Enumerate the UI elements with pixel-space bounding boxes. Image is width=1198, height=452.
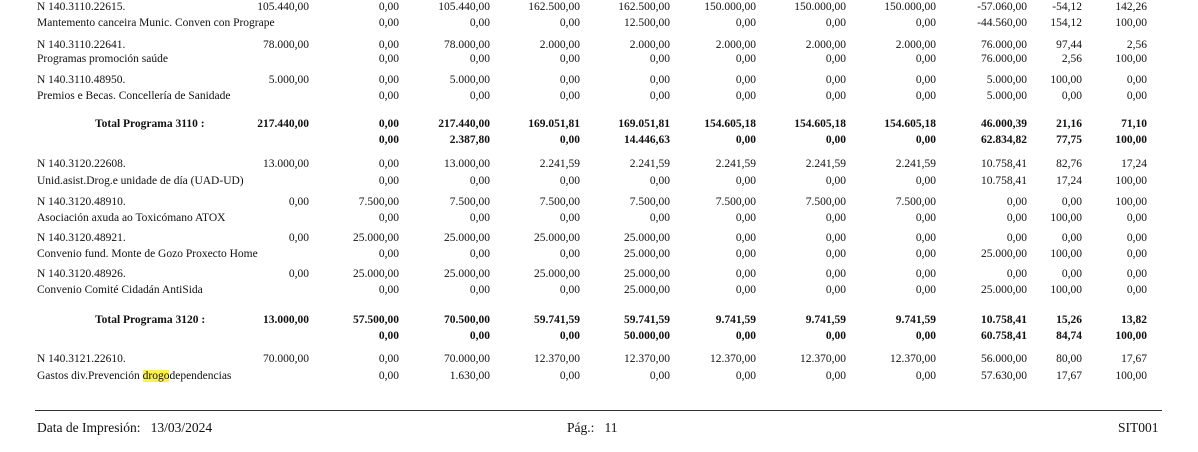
amount-cell: 25.000,00 bbox=[981, 248, 1027, 260]
table-row-line2 bbox=[0, 369, 1198, 384]
amount-cell: 0,00 bbox=[915, 74, 936, 86]
amount-cell: 0,00 bbox=[915, 284, 936, 296]
total-row-line2 bbox=[0, 329, 1198, 344]
table-row-line2 bbox=[0, 211, 1198, 226]
amount-cell: 5.000,00 bbox=[449, 74, 490, 86]
amount-cell: 0,00 bbox=[1006, 212, 1027, 224]
amount-cell: -44.560,00 bbox=[977, 17, 1027, 29]
amount-cell: 2.000,00 bbox=[805, 39, 846, 51]
amount-cell: 59.741,59 bbox=[624, 314, 670, 326]
account-code: N 140.3120.48910. bbox=[37, 196, 126, 208]
amount-cell: 25.000,00 bbox=[444, 268, 490, 280]
amount-cell: 10.758,41 bbox=[981, 314, 1027, 326]
amount-cell: 25.000,00 bbox=[534, 232, 580, 244]
amount-cell: 0,00 bbox=[649, 212, 670, 224]
amount-cell: 5.000,00 bbox=[986, 74, 1027, 86]
amount-cell: 2.000,00 bbox=[895, 39, 936, 51]
amount-cell: 7.500,00 bbox=[715, 196, 756, 208]
amount-cell: 0,00 bbox=[825, 134, 846, 146]
amount-cell: 2.241,59 bbox=[715, 158, 756, 170]
amount-cell: 12.500,00 bbox=[624, 17, 670, 29]
amount-cell: 0,00 bbox=[735, 74, 756, 86]
amount-cell: 10.758,41 bbox=[981, 175, 1027, 187]
amount-cell: 17,24 bbox=[1056, 175, 1082, 187]
amount-cell: 46.000,39 bbox=[981, 118, 1027, 130]
amount-cell: 217.440,00 bbox=[257, 118, 309, 130]
print-date-value: 13/03/2024 bbox=[150, 420, 213, 435]
amount-cell: 0,00 bbox=[378, 284, 399, 296]
amount-cell: 2.000,00 bbox=[539, 39, 580, 51]
amount-cell: 0,00 bbox=[559, 17, 580, 29]
page-number: 11 bbox=[604, 420, 618, 435]
amount-cell: 0,00 bbox=[735, 268, 756, 280]
amount-cell: 7.500,00 bbox=[539, 196, 580, 208]
amount-cell: 0,00 bbox=[735, 53, 756, 65]
table-row-line1 bbox=[0, 231, 1198, 246]
amount-cell: 0,00 bbox=[288, 232, 309, 244]
amount-cell: 2.241,59 bbox=[629, 158, 670, 170]
table-row-line1 bbox=[0, 38, 1198, 53]
item-description: Programas promoción saúde bbox=[37, 53, 168, 65]
amount-cell: 2.241,59 bbox=[539, 158, 580, 170]
amount-cell: 0,00 bbox=[469, 53, 490, 65]
amount-cell: 0,00 bbox=[378, 17, 399, 29]
amount-cell: 0,00 bbox=[1126, 232, 1147, 244]
amount-cell: 0,00 bbox=[825, 330, 846, 342]
amount-cell: 0,00 bbox=[735, 175, 756, 187]
amount-cell: 100,00 bbox=[1115, 175, 1147, 187]
table-row-line1 bbox=[0, 267, 1198, 282]
amount-cell: 0,00 bbox=[378, 175, 399, 187]
amount-cell: 100,00 bbox=[1115, 134, 1147, 146]
amount-cell: 0,00 bbox=[735, 284, 756, 296]
amount-cell: 0,00 bbox=[559, 330, 580, 342]
amount-cell: 169.051,81 bbox=[618, 118, 670, 130]
table-row-line2 bbox=[0, 247, 1198, 262]
amount-cell: 2.000,00 bbox=[715, 39, 756, 51]
amount-cell: 0,00 bbox=[915, 134, 936, 146]
amount-cell: 0,00 bbox=[825, 17, 846, 29]
amount-cell: 0,00 bbox=[825, 212, 846, 224]
account-code: N 140.3110.22615. bbox=[37, 1, 126, 13]
amount-cell: 154.605,18 bbox=[704, 118, 756, 130]
amount-cell: 0,00 bbox=[735, 232, 756, 244]
amount-cell: 0,00 bbox=[469, 212, 490, 224]
item-description: Unid.asist.Drog.e unidade de día (UAD-UD) bbox=[37, 175, 244, 187]
amount-cell: 12.370,00 bbox=[800, 353, 846, 365]
account-code: N 140.3120.48921. bbox=[37, 232, 126, 244]
amount-cell: 17,24 bbox=[1121, 158, 1147, 170]
total-row-line2 bbox=[0, 133, 1198, 148]
amount-cell: 0,00 bbox=[288, 196, 309, 208]
amount-cell: 0,00 bbox=[735, 248, 756, 260]
amount-cell: 77,75 bbox=[1056, 134, 1082, 146]
amount-cell: 0,00 bbox=[378, 53, 399, 65]
amount-cell: 0,00 bbox=[825, 74, 846, 86]
amount-cell: 0,00 bbox=[288, 268, 309, 280]
amount-cell: 10.758,41 bbox=[981, 158, 1027, 170]
amount-cell: 2.387,80 bbox=[449, 134, 490, 146]
amount-cell: 0,00 bbox=[915, 17, 936, 29]
amount-cell: 57.500,00 bbox=[353, 314, 399, 326]
amount-cell: 100,00 bbox=[1115, 53, 1147, 65]
amount-cell: 0,00 bbox=[825, 248, 846, 260]
amount-cell: 15,26 bbox=[1056, 314, 1082, 326]
amount-cell: 0,00 bbox=[559, 284, 580, 296]
amount-cell: 12.370,00 bbox=[710, 353, 756, 365]
item-description: Premios e Becas. Concellería de Sanidade bbox=[37, 90, 231, 102]
amount-cell: 0,00 bbox=[378, 39, 399, 51]
amount-cell: 25.000,00 bbox=[624, 232, 670, 244]
table-row-line1 bbox=[0, 352, 1198, 367]
amount-cell: 0,00 bbox=[735, 330, 756, 342]
highlighted-term: drogo bbox=[142, 370, 170, 382]
amount-cell: 2.241,59 bbox=[805, 158, 846, 170]
amount-cell: 162.500,00 bbox=[528, 1, 580, 13]
amount-cell: 2.241,59 bbox=[895, 158, 936, 170]
amount-cell: 0,00 bbox=[735, 90, 756, 102]
print-date-block bbox=[37, 420, 212, 436]
amount-cell: 0,00 bbox=[469, 175, 490, 187]
amount-cell: 154,12 bbox=[1050, 17, 1082, 29]
amount-cell: 25.000,00 bbox=[624, 268, 670, 280]
amount-cell: 70.500,00 bbox=[444, 314, 490, 326]
page-label: Pág.: bbox=[567, 420, 595, 435]
amount-cell: -57.060,00 bbox=[977, 1, 1027, 13]
amount-cell: 0,00 bbox=[1126, 284, 1147, 296]
amount-cell: 0,00 bbox=[1006, 232, 1027, 244]
amount-cell: 62.834,82 bbox=[981, 134, 1027, 146]
print-date-label: Data de Impresión: bbox=[37, 420, 141, 435]
amount-cell: 7.500,00 bbox=[358, 196, 399, 208]
amount-cell: 17,67 bbox=[1056, 370, 1082, 382]
amount-cell: 0,00 bbox=[915, 330, 936, 342]
amount-cell: 0,00 bbox=[559, 175, 580, 187]
amount-cell: 9.741,59 bbox=[805, 314, 846, 326]
amount-cell: 56.000,00 bbox=[981, 353, 1027, 365]
amount-cell: 0,00 bbox=[825, 90, 846, 102]
account-code: N 140.3121.22610. bbox=[37, 353, 126, 365]
amount-cell: 9.741,59 bbox=[895, 314, 936, 326]
amount-cell: 9.741,59 bbox=[715, 314, 756, 326]
amount-cell: 105.440,00 bbox=[438, 1, 490, 13]
amount-cell: 0,00 bbox=[915, 248, 936, 260]
amount-cell: 150.000,00 bbox=[884, 1, 936, 13]
amount-cell: 97,44 bbox=[1056, 39, 1082, 51]
table-row-line1 bbox=[0, 157, 1198, 172]
amount-cell: 0,00 bbox=[378, 248, 399, 260]
amount-cell: 7.500,00 bbox=[449, 196, 490, 208]
amount-cell: 0,00 bbox=[735, 212, 756, 224]
amount-cell: 0,00 bbox=[915, 53, 936, 65]
amount-cell: 13.000,00 bbox=[263, 158, 309, 170]
amount-cell: 150.000,00 bbox=[704, 1, 756, 13]
amount-cell: 13,82 bbox=[1121, 314, 1147, 326]
amount-cell: 0,00 bbox=[649, 90, 670, 102]
amount-cell: 76.000,00 bbox=[981, 39, 1027, 51]
amount-cell: 105.440,00 bbox=[257, 1, 309, 13]
table-row-line2 bbox=[0, 52, 1198, 67]
table-row-line2 bbox=[0, 283, 1198, 298]
amount-cell: 0,00 bbox=[1006, 196, 1027, 208]
amount-cell: 2.000,00 bbox=[629, 39, 670, 51]
amount-cell: 169.051,81 bbox=[528, 118, 580, 130]
amount-cell: 0,00 bbox=[915, 232, 936, 244]
item-description bbox=[37, 369, 231, 384]
amount-cell: 0,00 bbox=[649, 74, 670, 86]
amount-cell: 12.370,00 bbox=[534, 353, 580, 365]
amount-cell: 70.000,00 bbox=[263, 353, 309, 365]
amount-cell: 0,00 bbox=[378, 134, 399, 146]
amount-cell: 0,00 bbox=[915, 370, 936, 382]
amount-cell: 0,00 bbox=[469, 90, 490, 102]
total-row-line1 bbox=[0, 117, 1198, 132]
table-row-line1 bbox=[0, 73, 1198, 88]
amount-cell: 76.000,00 bbox=[981, 53, 1027, 65]
amount-cell: 12.370,00 bbox=[624, 353, 670, 365]
amount-cell: 14.446,63 bbox=[624, 134, 670, 146]
description-part: dependencias bbox=[169, 370, 232, 382]
amount-cell: 0,00 bbox=[378, 74, 399, 86]
amount-cell: 5.000,00 bbox=[268, 74, 309, 86]
amount-cell: 0,00 bbox=[469, 284, 490, 296]
amount-cell: 71,10 bbox=[1121, 118, 1147, 130]
amount-cell: 25.000,00 bbox=[353, 232, 399, 244]
account-code: N 140.3120.48926. bbox=[37, 268, 126, 280]
amount-cell: 0,00 bbox=[469, 330, 490, 342]
total-label: Total Programa 3120 : bbox=[95, 314, 206, 326]
amount-cell: 59.741,59 bbox=[534, 314, 580, 326]
amount-cell: 0,00 bbox=[825, 284, 846, 296]
amount-cell: 0,00 bbox=[559, 212, 580, 224]
amount-cell: 0,00 bbox=[1126, 268, 1147, 280]
amount-cell: 0,00 bbox=[1006, 268, 1027, 280]
amount-cell: 0,00 bbox=[559, 370, 580, 382]
amount-cell: 100,00 bbox=[1115, 330, 1147, 342]
total-row-line1 bbox=[0, 313, 1198, 328]
page-number-block bbox=[567, 420, 618, 436]
amount-cell: 150.000,00 bbox=[794, 1, 846, 13]
amount-cell: 25.000,00 bbox=[444, 232, 490, 244]
amount-cell: 100,00 bbox=[1115, 196, 1147, 208]
amount-cell: 1.630,00 bbox=[449, 370, 490, 382]
amount-cell: 0,00 bbox=[735, 17, 756, 29]
amount-cell: 0,00 bbox=[735, 134, 756, 146]
amount-cell: 80,00 bbox=[1056, 353, 1082, 365]
amount-cell: 0,00 bbox=[649, 53, 670, 65]
amount-cell: 5.000,00 bbox=[986, 90, 1027, 102]
amount-cell: 84,74 bbox=[1056, 330, 1082, 342]
amount-cell: 7.500,00 bbox=[895, 196, 936, 208]
amount-cell: 0,00 bbox=[378, 353, 399, 365]
amount-cell: 0,00 bbox=[735, 370, 756, 382]
amount-cell: 0,00 bbox=[825, 268, 846, 280]
amount-cell: 0,00 bbox=[825, 175, 846, 187]
item-description: Asociación axuda ao Toxicómano ATOX bbox=[37, 212, 226, 224]
item-description: Mantemento canceira Munic. Conven con Progrape bbox=[37, 17, 275, 29]
amount-cell: 0,00 bbox=[825, 53, 846, 65]
footer-divider bbox=[35, 410, 1162, 411]
amount-cell: 2,56 bbox=[1061, 53, 1082, 65]
account-code: N 140.3110.22641. bbox=[37, 39, 126, 51]
amount-cell: 100,00 bbox=[1050, 248, 1082, 260]
amount-cell: 0,00 bbox=[378, 212, 399, 224]
table-row-line1 bbox=[0, 0, 1198, 15]
amount-cell: 0,00 bbox=[1126, 90, 1147, 102]
amount-cell: 12.370,00 bbox=[890, 353, 936, 365]
amount-cell: 0,00 bbox=[559, 248, 580, 260]
amount-cell: 82,76 bbox=[1056, 158, 1082, 170]
amount-cell: 100,00 bbox=[1050, 284, 1082, 296]
amount-cell: 0,00 bbox=[1126, 248, 1147, 260]
amount-cell: 0,00 bbox=[469, 248, 490, 260]
amount-cell: 0,00 bbox=[649, 370, 670, 382]
amount-cell: 7.500,00 bbox=[805, 196, 846, 208]
amount-cell: 0,00 bbox=[1061, 90, 1082, 102]
amount-cell: 142,26 bbox=[1115, 1, 1147, 13]
amount-cell: 21,16 bbox=[1056, 118, 1082, 130]
amount-cell: 0,00 bbox=[378, 370, 399, 382]
amount-cell: 0,00 bbox=[559, 90, 580, 102]
table-row-line2 bbox=[0, 16, 1198, 31]
amount-cell: 0,00 bbox=[378, 90, 399, 102]
amount-cell: 0,00 bbox=[378, 118, 399, 130]
amount-cell: 78.000,00 bbox=[444, 39, 490, 51]
amount-cell: 70.000,00 bbox=[444, 353, 490, 365]
amount-cell: 25.000,00 bbox=[353, 268, 399, 280]
table-row-line2 bbox=[0, 174, 1198, 189]
amount-cell: 0,00 bbox=[825, 370, 846, 382]
account-code: N 140.3120.22608. bbox=[37, 158, 126, 170]
amount-cell: 0,00 bbox=[1061, 196, 1082, 208]
amount-cell: 0,00 bbox=[378, 330, 399, 342]
amount-cell: 25.000,00 bbox=[534, 268, 580, 280]
report-code: SIT001 bbox=[1118, 420, 1159, 435]
amount-cell: 100,00 bbox=[1050, 212, 1082, 224]
amount-cell: 0,00 bbox=[915, 175, 936, 187]
amount-cell: 25.000,00 bbox=[624, 284, 670, 296]
amount-cell: 25.000,00 bbox=[981, 284, 1027, 296]
amount-cell: 100,00 bbox=[1050, 74, 1082, 86]
total-label: Total Programa 3110 : bbox=[95, 118, 205, 130]
amount-cell: 0,00 bbox=[469, 17, 490, 29]
amount-cell: 0,00 bbox=[1126, 74, 1147, 86]
amount-cell: 100,00 bbox=[1115, 17, 1147, 29]
description-part: Gastos div.Prevención bbox=[37, 370, 143, 382]
amount-cell: 0,00 bbox=[825, 232, 846, 244]
amount-cell: 154.605,18 bbox=[884, 118, 936, 130]
amount-cell: 13.000,00 bbox=[444, 158, 490, 170]
amount-cell: 2,56 bbox=[1126, 39, 1147, 51]
amount-cell: 0,00 bbox=[559, 134, 580, 146]
amount-cell: 13.000,00 bbox=[263, 314, 309, 326]
amount-cell: 17,67 bbox=[1121, 353, 1147, 365]
amount-cell: 60.758,41 bbox=[981, 330, 1027, 342]
amount-cell: 57.630,00 bbox=[981, 370, 1027, 382]
amount-cell: 217.440,00 bbox=[438, 118, 490, 130]
amount-cell: -54,12 bbox=[1052, 1, 1082, 13]
amount-cell: 25.000,00 bbox=[624, 248, 670, 260]
amount-cell: 78.000,00 bbox=[263, 39, 309, 51]
item-description: Convenio Comité Cidadán AntiSida bbox=[37, 284, 203, 296]
amount-cell: 0,00 bbox=[1061, 232, 1082, 244]
amount-cell: 7.500,00 bbox=[629, 196, 670, 208]
table-row-line2 bbox=[0, 89, 1198, 104]
table-row-line1 bbox=[0, 195, 1198, 210]
amount-cell: 0,00 bbox=[915, 268, 936, 280]
amount-cell: 162.500,00 bbox=[618, 1, 670, 13]
amount-cell: 0,00 bbox=[1061, 268, 1082, 280]
amount-cell: 0,00 bbox=[1126, 212, 1147, 224]
amount-cell: 0,00 bbox=[915, 90, 936, 102]
amount-cell: 50.000,00 bbox=[624, 330, 670, 342]
amount-cell: 0,00 bbox=[378, 158, 399, 170]
amount-cell: 0,00 bbox=[915, 212, 936, 224]
amount-cell: 0,00 bbox=[649, 175, 670, 187]
amount-cell: 100,00 bbox=[1115, 370, 1147, 382]
account-code: N 140.3110.48950. bbox=[37, 74, 126, 86]
amount-cell: 0,00 bbox=[378, 1, 399, 13]
amount-cell: 0,00 bbox=[559, 53, 580, 65]
item-description: Convenio fund. Monte de Gozo Proxecto Home bbox=[37, 248, 258, 260]
amount-cell: 154.605,18 bbox=[794, 118, 846, 130]
amount-cell: 0,00 bbox=[559, 74, 580, 86]
